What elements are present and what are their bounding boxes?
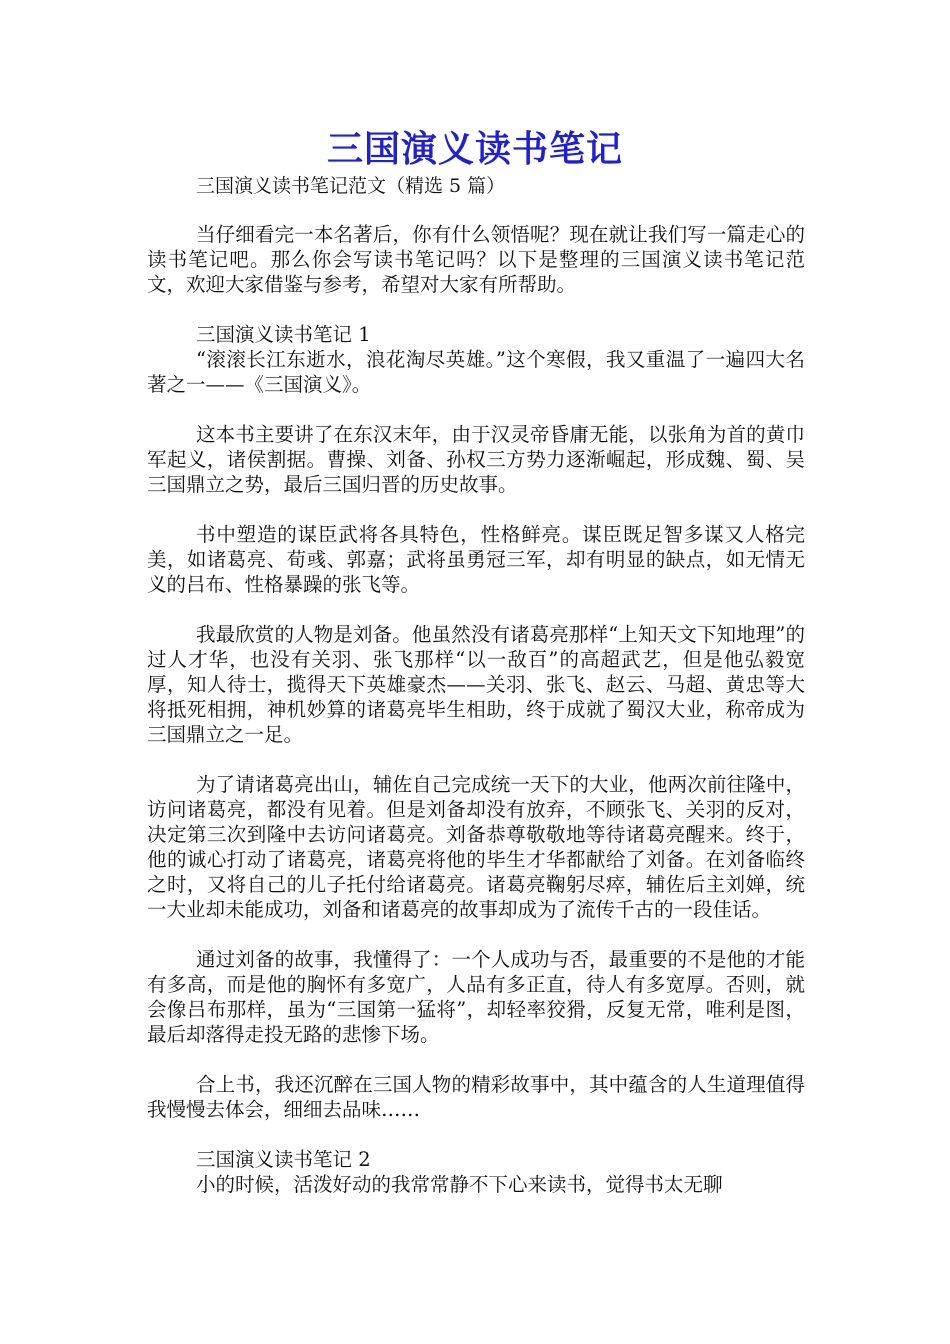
section-heading-2: 三国演义读书笔记 2 [196,1148,371,1171]
body-paragraph: “滚滚长江东逝水，浪花淘尽英雄。”这个寒假，我又重温了一遍四大名著之一——《三国演义》。 [147,348,805,396]
document-title: 三国演义读书笔记 [326,129,623,170]
body-paragraph: 为了请诸葛亮出山，辅佐自己完成统一天下的大业，他两次前往隆中，访问诸葛亮，都没有见着。但是刘备却没有放弃，不顾张飞、关羽的反对，决定第三次到隆中去访问诸葛亮。刘备恭尊敬敬地等待诸葛亮醒来。终于，他的诚心打动了诸葛亮，诸葛亮将他的毕生才华都献给了刘备。在刘备临终之时，又将自己的儿子托付给诸葛亮。诸葛亮鞠躬尽瘁，辅佐后主刘婵，统一大业却未能成功，刘备和诸葛亮的故事却成为了流传千古的一段佳话。 [147,773,805,921]
body-paragraph: 书中塑造的谋臣武将各具特色，性格鲜亮。谋臣既足智多谋又人格完美，如诸葛亮、荀彧、郭嘉；武将虽勇冠三军，却有明显的缺点，如无情无义的吕布、性格暴躁的张飞等。 [147,523,805,596]
section-heading-1: 三国演义读书笔记 1 [196,323,371,346]
body-paragraph: 这本书主要讲了在东汉末年，由于汉灵帝昏庸无能，以张角为首的黄巾军起义，诸侯割据。曹操、刘备、孙权三方势力逐渐崛起，形成魏、蜀、吴三国鼎立之势，最后三国归晋的历史故事。 [147,423,805,496]
body-paragraph: 通过刘备的故事，我懂得了：一个人成功与否，最重要的不是他的才能有多高，而是他的胸怀有多宽广，人品有多正直，待人有多宽厚。否则，就会像吕布那样，虽为“三国第一猛将”，却轻率狡猾，反复无常，唯利是图，最后却落得走投无路的悲惨下场。 [147,948,805,1046]
body-paragraph: 小的时候，活泼好动的我常常静不下心来读书，觉得书太无聊 [196,1173,723,1196]
body-paragraph: 合上书，我还沉醉在三国人物的精彩故事中，其中蕴含的人生道理值得我慢慢去体会，细细去品味…… [147,1073,805,1121]
body-paragraph: 我最欣赏的人物是刘备。他虽然没有诸葛亮那样“上知天文下知地理”的过人才华，也没有关羽、张飞那样“以一敌百”的高超武艺，但是他弘毅宽厚，知人待士，揽得天下英雄豪杰——关羽、张飞、赵云、马超、黄忠等大将抵死相拥，神机妙算的诸葛亮毕生相助，终于成就了蜀汉大业，称帝成为三国鼎立之一足。 [147,623,805,746]
intro-paragraph: 当仔细看完一本名著后，你有什么领悟呢？现在就让我们写一篇走心的读书笔记吧。那么你会写读书笔记吗？以下是整理的三国演义读书笔记范文，欢迎大家借鉴与参考，希望对大家有所帮助。 [147,223,805,296]
document-subtitle: 三国演义读书笔记范文（精选 5 篇） [196,175,506,197]
document-body [147,222,805,1197]
